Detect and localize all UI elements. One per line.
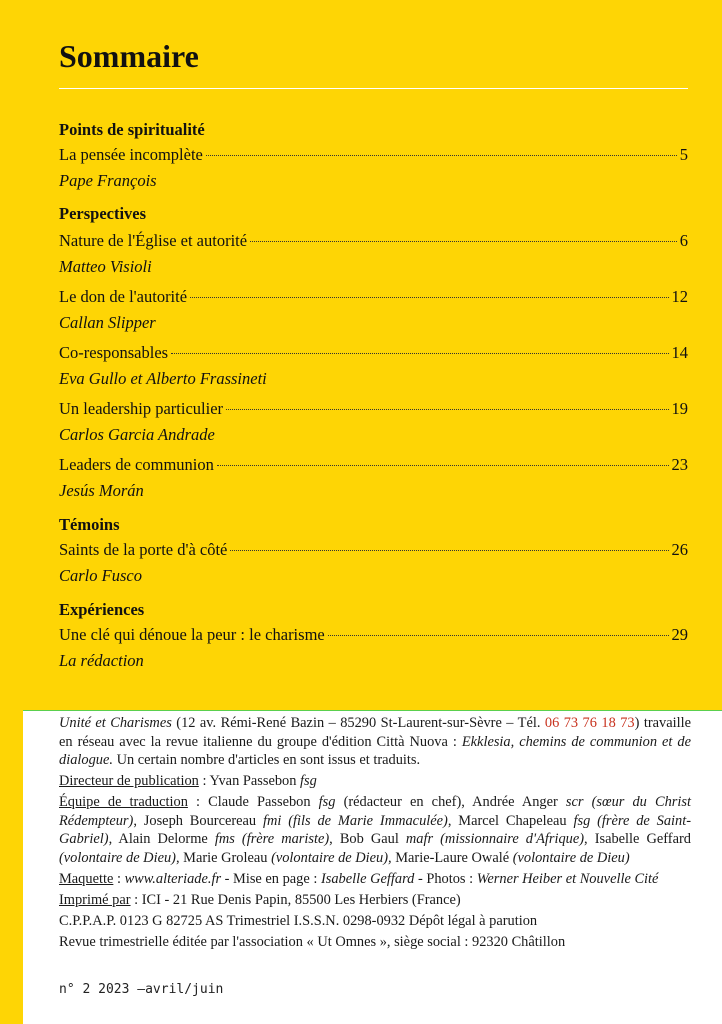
director-label: Directeur de publication <box>59 773 199 789</box>
toc-entry-title: La pensée incomplète <box>59 145 203 164</box>
toc-entry-page: 14 <box>671 343 688 362</box>
translator-name: Claude Passebon <box>208 794 319 810</box>
toc-entry-title: Le don de l'autorité <box>59 287 188 306</box>
toc-entry[interactable] <box>59 455 688 477</box>
translation-team <box>59 793 691 867</box>
colophon-intro <box>59 714 691 770</box>
sep: : <box>187 794 209 810</box>
dot-leader <box>226 409 668 410</box>
section-heading-spiritualite: Points de spiritualité <box>59 120 205 139</box>
toc-entry-page: 26 <box>671 540 688 559</box>
director-name: Yvan Passebon <box>209 773 301 789</box>
photographers: Werner Heiber et Nouvelle Cité <box>476 870 659 887</box>
toc-entry-page: 29 <box>671 625 688 644</box>
toc-entry-page: 5 <box>679 145 688 164</box>
translator-name: Marie-Laure Owalé <box>395 849 513 866</box>
dot-leader <box>206 155 677 156</box>
translator-name: Marcel Chapeleau <box>458 812 574 829</box>
translator-name: Joseph Bourcereau <box>143 812 263 829</box>
toc-entry[interactable] <box>59 287 688 309</box>
toc-entry[interactable] <box>59 231 688 253</box>
printer-line <box>59 891 691 910</box>
translator-role: (volontaire de Dieu) <box>59 849 176 866</box>
toc-entry-author: Carlo Fusco <box>59 566 142 585</box>
layout-text: - Mise en page : <box>221 870 321 887</box>
sep: , <box>133 812 144 829</box>
translator-role: fmi (fils de Marie Immaculée) <box>262 812 448 829</box>
website-link[interactable]: www.alteriade.fr <box>124 870 222 887</box>
printer-address: ICI - 21 Rue Denis Papin, 85500 Les Herbiers (France) <box>141 891 461 908</box>
toc-entry-title: Une clé qui dénoue la peur : le charisme <box>59 625 325 644</box>
toc-entry-page: 19 <box>671 399 688 418</box>
sep: (rédacteur en chef), <box>335 794 473 810</box>
dot-leader <box>250 241 677 242</box>
director-line <box>59 772 691 791</box>
toc-entry-author: Carlos Garcia Andrade <box>59 425 215 444</box>
translator-name: Isabelle Geffard <box>594 831 691 847</box>
sep: , <box>447 812 459 829</box>
toc-entry-author: Jesús Morán <box>59 481 144 500</box>
cppap-line: C.P.P.A.P. 0123 G 82725 AS Trimestriel I.S.S.N. 0298-0932 Dépôt légal à parution <box>59 912 538 929</box>
colophon <box>59 714 691 954</box>
sep: : <box>198 773 210 789</box>
designer-name: Isabelle Geffard <box>320 870 415 887</box>
translator-name: Alain Delorme <box>118 831 215 847</box>
translator-name: Andrée Anger <box>472 794 566 810</box>
partner-magazine: Ekklesia, chemins de communion et de dialogue. <box>59 733 692 768</box>
sep: : <box>113 870 125 887</box>
dot-leader <box>328 635 669 636</box>
network-text: travaille en réseau avec la revue italienne du groupe d'édition Città Nuova : <box>59 715 692 750</box>
dot-leader <box>230 550 668 551</box>
sep: , <box>175 849 184 866</box>
accent-strip <box>0 710 23 1024</box>
translator-name: Marie Groleau <box>183 849 272 866</box>
layout-label: Maquette <box>59 870 114 887</box>
toc-entry[interactable] <box>59 343 688 365</box>
section-heading-perspectives: Perspectives <box>59 204 147 223</box>
dot-leader <box>217 465 669 466</box>
title-divider <box>59 88 688 89</box>
address: (12 av. Rémi-René Bazin – 85290 St-Laurent-sur-Sèvre – Tél. <box>171 715 545 731</box>
toc-entry-title: Nature de l'Église et autorité <box>59 231 248 250</box>
translator-name: Bob Gaul <box>339 831 406 847</box>
toc-entry-title: Co-responsables <box>59 343 169 362</box>
toc-entry-page: 6 <box>679 231 688 250</box>
toc-entry[interactable] <box>59 625 688 647</box>
sep: : <box>130 891 142 908</box>
photos-label: - Photos : <box>414 870 477 887</box>
layout-credits <box>59 870 691 889</box>
magazine-name: Unité et Charismes <box>59 715 172 731</box>
dot-leader <box>171 353 668 354</box>
translation-label: Équipe de traduction <box>59 794 188 810</box>
toc-entry-author: Pape François <box>59 171 157 190</box>
toc-entry-author: Callan Slipper <box>59 313 156 332</box>
toc-entry[interactable] <box>59 399 688 421</box>
translator-role: fsg <box>318 794 336 810</box>
section-heading-temoins: Témoins <box>59 515 120 534</box>
page-title: Sommaire <box>59 38 199 74</box>
issue-number: n° 2 2023 –avril/juin <box>59 982 224 997</box>
toc-entry-title: Saints de la porte d'à côté <box>59 540 228 559</box>
translator-role: scr (sœur du Christ Rédempteur) <box>59 794 691 829</box>
articles-note: Un certain nombre d'articles en sont issus et traduits. <box>112 752 421 768</box>
section-heading-experiences: Expériences <box>59 600 145 619</box>
paren: ) <box>634 715 640 731</box>
toc-entry-page: 23 <box>671 455 688 474</box>
translator-role: fms (frère mariste) <box>214 831 330 847</box>
translator-role: mafr (missionnaire d'Afrique) <box>405 831 585 847</box>
toc-entry[interactable] <box>59 145 688 167</box>
sep: , <box>108 831 119 847</box>
toc-entry-page: 12 <box>671 287 688 306</box>
director-suffix: fsg <box>300 773 317 789</box>
toc-entry-author: Eva Gullo et Alberto Frassineti <box>59 369 267 388</box>
translator-role: fsg (frère de Saint-Gabriel) <box>59 812 691 847</box>
toc-entry-title: Un leadership particulier <box>59 399 224 418</box>
dot-leader <box>190 297 668 298</box>
toc-entry-title: Leaders de communion <box>59 455 214 474</box>
printer-label: Imprimé par <box>59 891 131 908</box>
toc-entry[interactable] <box>59 540 688 562</box>
publisher-line: Revue trimestrielle éditée par l'association « Ut Omnes », siège social : 92320 Châtillon <box>59 933 566 950</box>
phone-number[interactable]: 06 73 76 18 73 <box>544 715 635 731</box>
sep: , <box>329 831 340 847</box>
toc-entry-author: Matteo Visioli <box>59 257 152 276</box>
toc-entry-author: La rédaction <box>59 651 144 670</box>
translator-role: (volontaire de Dieu), <box>271 849 392 866</box>
translator-role: (volontaire de Dieu) <box>512 849 630 866</box>
sep: , <box>584 831 595 847</box>
